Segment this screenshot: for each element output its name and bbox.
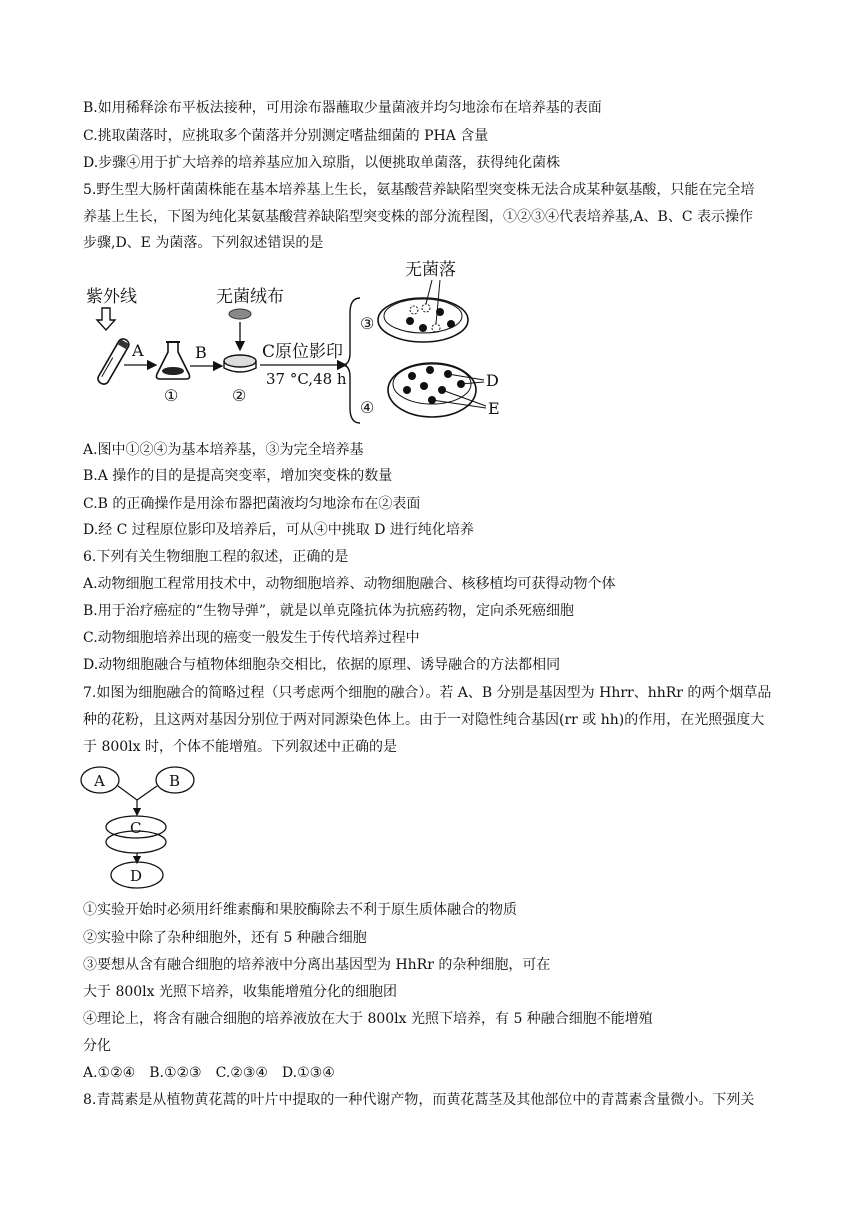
colony-d-pointer (448, 374, 484, 380)
velvet-pad-icon (229, 309, 251, 319)
uv-label: 紫外线 (86, 287, 137, 307)
q7-choices: A.①②④ B.①②③ C.②③④ D.①③④ (83, 1065, 335, 1081)
arrow-b-label: B (195, 343, 207, 362)
plate2-icon (224, 355, 256, 372)
no-colony-pointer (436, 280, 440, 324)
q5-stem-line2: 养基上生长，下图为纯化某氨基酸营养缺陷型突变株的部分流程图，①②③④代表培养基,A、B、C 表示操作 (83, 209, 754, 225)
colony-e-pointer (442, 390, 486, 406)
q7-statement-2: ②实验中除了杂种细胞外，还有 5 种融合细胞 (83, 930, 367, 946)
q5-option-a: A.图中①②④为基本培养基，③为完全培养基 (83, 442, 364, 458)
q7-statement-4-line2: 分化 (83, 1038, 111, 1054)
cell-a-label: A (94, 772, 105, 790)
q7-statement-4-line1: ④理论上，将含有融合细胞的培养液放在大于 800lx 光照下培养，有 5 种融合细胞不能增殖 (83, 1011, 653, 1027)
cell-c-label: C (130, 819, 142, 837)
q7-stem-line3: 于 800lx 时，个体不能增殖。下列叙述中正确的是 (83, 739, 397, 755)
colony-e-label: E (488, 399, 500, 418)
q5-stem-line1: 5.野生型大肠杆菌菌株能在基本培养基上生长，氨基酸营养缺陷型突变株无法合成某种氨基酸，只能在完全培 (83, 182, 755, 198)
q7-stem-line1: 7.如图为细胞融合的简略过程（只考虑两个细胞的融合）。若 A、B 分别是基因型为 Hhrr、hhRr 的两个烟草品 (83, 685, 772, 701)
q4-option-c: C.挑取菌落时，应挑取多个菌落并分别测定嗜盐细菌的 PHA 含量 (83, 128, 489, 144)
q5-option-d: D.经 C 过程原位影印及培养后，可从④中挑取 D 进行纯化培养 (83, 522, 474, 538)
q7-statement-1: ①实验开始时必须用纤维素酶和果胶酶除去不利于原生质体融合的物质 (83, 902, 517, 918)
q7-stem-line2: 种的花粉，且这两对基因分别位于两对同源染色体上。由于一对隐性纯合基因(rr 或 hh)的作用，在光照强度大 (83, 712, 765, 728)
plate2-label: ② (232, 386, 247, 405)
q7-statement-3-line2: 大于 800lx 光照下培养，收集能增殖分化的细胞团 (83, 984, 397, 1000)
no-colony-label: 无菌落 (405, 260, 456, 280)
q4-option-b: B.如用稀释涂布平板法接种，可用涂布器蘸取少量菌液并均匀地涂布在培养基的表面 (83, 100, 602, 116)
q7-statement-3-line1: ③要想从含有融合细胞的培养液中分离出基因型为 HhRr 的杂种细胞，可在 (83, 957, 551, 973)
q5-stem-line3: 步骤,D、E 为菌落。下列叙述错误的是 (83, 235, 324, 251)
q6-option-a: A.动物细胞工程常用技术中，动物细胞培养、动物细胞融合、核移植均可获得动物个体 (83, 576, 616, 592)
arrow-b-to-c (137, 786, 157, 800)
cell-d-label: D (130, 867, 143, 885)
cell-fusion-diagram (80, 763, 210, 893)
no-colony-pointer (426, 280, 432, 304)
velvet-label: 无菌绒布 (216, 287, 284, 307)
test-tube-icon (96, 337, 131, 386)
q8-stem-line1: 8.青蒿素是从植物黄花蒿的叶片中提取的一种代谢产物，而黄花蒿茎及其他部位中的青蒿素含量微小。下列关 (83, 1092, 755, 1108)
cell-b-label: B (169, 772, 181, 790)
mutant-screening-diagram (80, 258, 520, 433)
plate4-icon (388, 363, 476, 417)
arrow-a-to-c (118, 786, 137, 800)
flask-icon (156, 342, 189, 379)
q4-option-d: D.步骤④用于扩大培养的培养基应加入琼脂，以便挑取单菌落，获得纯化菌株 (83, 155, 561, 171)
q6-option-b: B.用于治疗癌症的“生物导弹”，就是以单克隆抗体为抗癌药物，定向杀死癌细胞 (83, 603, 575, 619)
q6-stem: 6.下列有关生物细胞工程的叙述，正确的是 (83, 549, 349, 565)
arrow-a-label: A (132, 341, 144, 360)
q6-option-d: D.动物细胞融合与植物体细胞杂交相比，依据的原理、诱导融合的方法都相同 (83, 657, 561, 673)
q6-option-c: C.动物细胞培养出现的癌变一般发生于传代培养过程中 (83, 630, 420, 646)
q5-option-c: C.B 的正确操作是用涂布器把菌液均匀地涂布在②表面 (83, 496, 421, 512)
condition-label: 37 °C,48 h (266, 370, 347, 388)
uv-arrow-icon (97, 308, 115, 330)
plate3-label: ③ (360, 314, 375, 333)
plate3-icon (378, 298, 468, 342)
step-c-label: C原位影印 (262, 342, 344, 362)
brace (342, 298, 360, 423)
q5-option-b: B.A 操作的目的是提高突变率，增加突变株的数量 (83, 468, 393, 484)
plate4-label: ④ (360, 398, 375, 417)
plate1-label: ① (164, 386, 179, 405)
colony-d-label: D (486, 371, 499, 390)
